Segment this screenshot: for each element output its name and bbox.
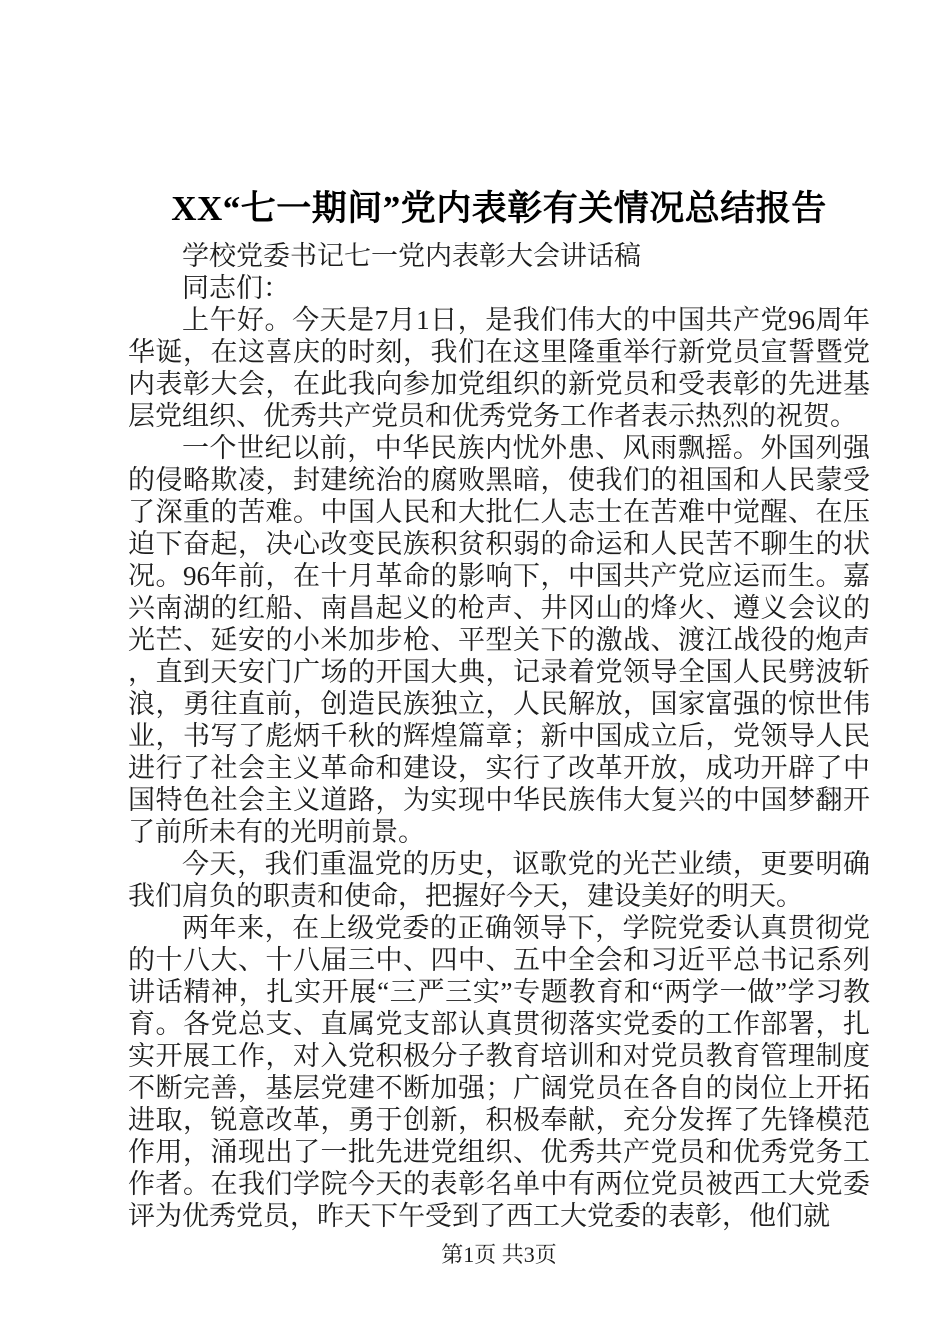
salutation: 同志们： — [182, 273, 290, 303]
paragraph-achievements: 两年来，在上级党委的正确领导下，学院党委认真贯彻党的十八大、十八届三中、四中、五中全会和习近平总书记系列讲话精神，扎实开展“三严三实”专题教育和“两学一做”学习教育。各党总支、直属党支部认真贯彻落实党委的工作部署，扎实开展工作，对入党积极分子教育培训和对党员教育管理制度不断完善，基层党建不断加强；广阔党员在各自的岗位上开拓进取，锐意改革，勇于创新，积极奉献，充分发挥了先锋模范作用，涌现出了一批先进党组织、优秀共产党员和优秀党务工作者。在我们学院今天的表彰名单中有两位党员被西工大党委评为优秀党员，昨天下午受到了西工大党委的表彰，他们就 — [128, 913, 870, 1231]
paragraph-history: 一个世纪以前，中华民族内忧外患、风雨飘摇。外国列强的侵略欺凌，封建统治的腐败黑暗，使我们的祖国和人民蒙受了深重的苦难。中国人民和大批仁人志士在苦难中觉醒、在压迫下奋起，决心改变民族积贫积弱的命运和人民苦不聊生的状况。96年前，在十月革命的影响下，中国共产党应运而生。嘉兴南湖的红船、南昌起义的枪声、井冈山的烽火、遵义会议的光芒、延安的小米加步枪、平型关下的激战、渡江战役的炮声，直到天安门广场的开国大典，记录着党领导全国人民劈波斩浪，勇往直前，创造民族独立，人民解放，国家富强的惊世伟业，书写了彪炳千秋的辉煌篇章；新中国成立后，党领导人民进行了社会主义革命和建设，实行了改革开放，成功开辟了中国特色社会主义道路，为实现中华民族伟大复兴的中国梦翻开了前所未有的光明前景。 — [128, 433, 870, 847]
paragraph-greeting: 上午好。今天是7月1日，是我们伟大的中国共产党96周年华诞，在这喜庆的时刻，我们在这里隆重举行新党员宣誓暨党内表彰大会，在此我向参加党组织的新党员和受表彰的先进基层党组织、优秀共产党员和优秀党务工作者表示热烈的祝贺。 — [128, 305, 870, 431]
document-content — [128, 184, 870, 1232]
document-title: XX“七一期间”党内表彰有关情况总结报告 — [171, 189, 827, 228]
page-number-footer: 第1页 共3页 — [441, 1242, 557, 1267]
paragraph-today: 今天，我们重温党的历史，讴歌党的光芒业绩，更要明确我们肩负的职责和使命，把握好今天，建设美好的明天。 — [128, 849, 870, 911]
document-subtitle: 学校党委书记七一党内表彰大会讲话稿 — [182, 241, 641, 271]
